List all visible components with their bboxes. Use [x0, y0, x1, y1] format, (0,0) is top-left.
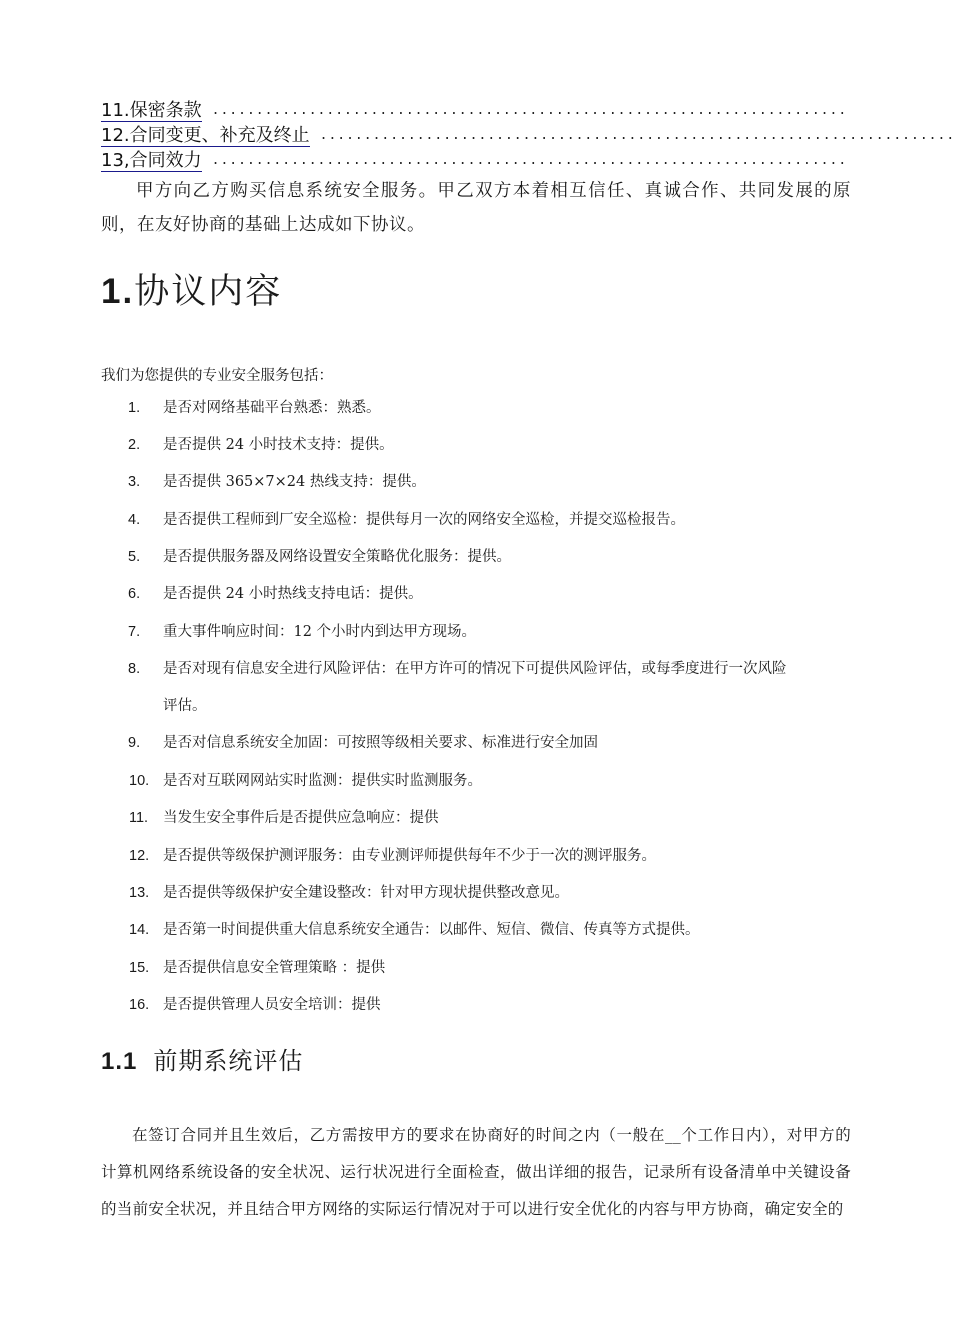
list-number: 7.: [128, 624, 141, 640]
list-number: 3.: [128, 474, 141, 490]
list-number: 13.: [129, 885, 150, 901]
list-number: 15.: [129, 960, 150, 976]
list-text: 是否对互联网网站实时监测：提供实时监测服务。: [163, 773, 482, 789]
section-heading-1-1: [101, 1044, 303, 1079]
list-text: 是否提供 24 小时技术支持：提供。: [163, 437, 394, 453]
list-text: 是否提供 365×7×24 热线支持：提供。: [163, 474, 426, 490]
list-number: 6.: [128, 586, 141, 602]
toc-entry-13[interactable]: [101, 149, 848, 173]
list-text: 是否提供 24 小时热线支持电话：提供。: [163, 586, 423, 602]
list-number: 2.: [128, 437, 141, 453]
toc-leader-dots: ........................................................................: [319, 128, 955, 143]
list-text: 是否对网络基础平台熟悉：熟悉。: [163, 400, 381, 416]
list-number: 14.: [129, 922, 150, 938]
list-text: 是否对现有信息安全进行风险评估：在甲方许可的情况下可提供风险评估，或每季度进行一次风险: [163, 661, 787, 677]
list-number: 11.: [129, 810, 149, 826]
list-number: 5.: [128, 549, 141, 565]
list-text: 是否提供信息安全管理策略 ：提供: [163, 960, 386, 976]
toc-link[interactable]: 11.保密条款: [101, 100, 202, 121]
list-number: 10.: [129, 773, 150, 789]
toc-leader-dots: ........................................................................: [211, 153, 848, 168]
section-number: 1.: [101, 272, 135, 311]
list-text: 是否提供等级保护测评服务：由专业测评师提供每年不少于一次的测评服务。: [163, 848, 656, 864]
section-1-1-paragraph: 在签订合同并且生效后，乙方需按甲方的要求在协商好的时间之内（一般在__个工作日内），对甲方的计算机网络系统设备的安全状况、运行状况进行全面检查，做出详细的报告，记录所有设备清单中关键设备的当前安全状况，并且结合甲方网络的实际运行情况对于可以进行安全优化的内容与甲方协商，确定安全的: [101, 1126, 851, 1218]
list-number: 1.: [128, 400, 141, 416]
section-title: 协议内容: [134, 272, 283, 312]
section-number: 1.1: [101, 1048, 138, 1075]
section-title: 前期系统评估: [153, 1047, 304, 1075]
section-heading-1: [101, 268, 282, 316]
toc-link[interactable]: 12.合同变更、补充及终止: [101, 125, 310, 146]
list-text-continuation: 评估。: [163, 698, 207, 714]
list-text: 是否提供服务器及网络设置安全策略优化服务：提供。: [163, 549, 511, 565]
list-number: 12.: [129, 848, 150, 864]
preamble-paragraph: 甲方向乙方购买信息系统安全服务。甲乙双方本着相互信任、真诚合作、共同发展的原则，在友好协商的基础上达成如下协议。: [101, 181, 851, 235]
list-text: 是否提供管理人员安全培训：提供: [163, 997, 381, 1013]
list-text: 重大事件响应时间：12 个小时内到达甲方现场。: [163, 624, 477, 640]
services-intro: 我们为您提供的专业安全服务包括：: [101, 368, 333, 384]
list-number: 9.: [128, 735, 141, 751]
list-text: 是否对信息系统安全加固：可按照等级相关要求、标准进行安全加固: [163, 735, 598, 751]
toc-entry-12[interactable]: [101, 124, 955, 148]
list-text: 当发生安全事件后是否提供应急响应：提供: [163, 810, 439, 826]
toc-entry-11[interactable]: [101, 99, 848, 123]
list-number: 16.: [129, 997, 150, 1013]
list-text: 是否提供工程师到厂安全巡检：提供每月一次的网络安全巡检，并提交巡检报告。: [163, 512, 685, 528]
list-number: 4.: [128, 512, 141, 528]
list-text: 是否第一时间提供重大信息系统安全通告：以邮件、短信、微信、传真等方式提供。: [163, 922, 700, 938]
list-number: 8.: [128, 661, 141, 677]
list-text: 是否提供等级保护安全建设整改：针对甲方现状提供整改意见。: [163, 885, 569, 901]
toc-link[interactable]: 13,合同效力: [101, 150, 202, 171]
toc-leader-dots: ........................................................................: [211, 103, 848, 118]
